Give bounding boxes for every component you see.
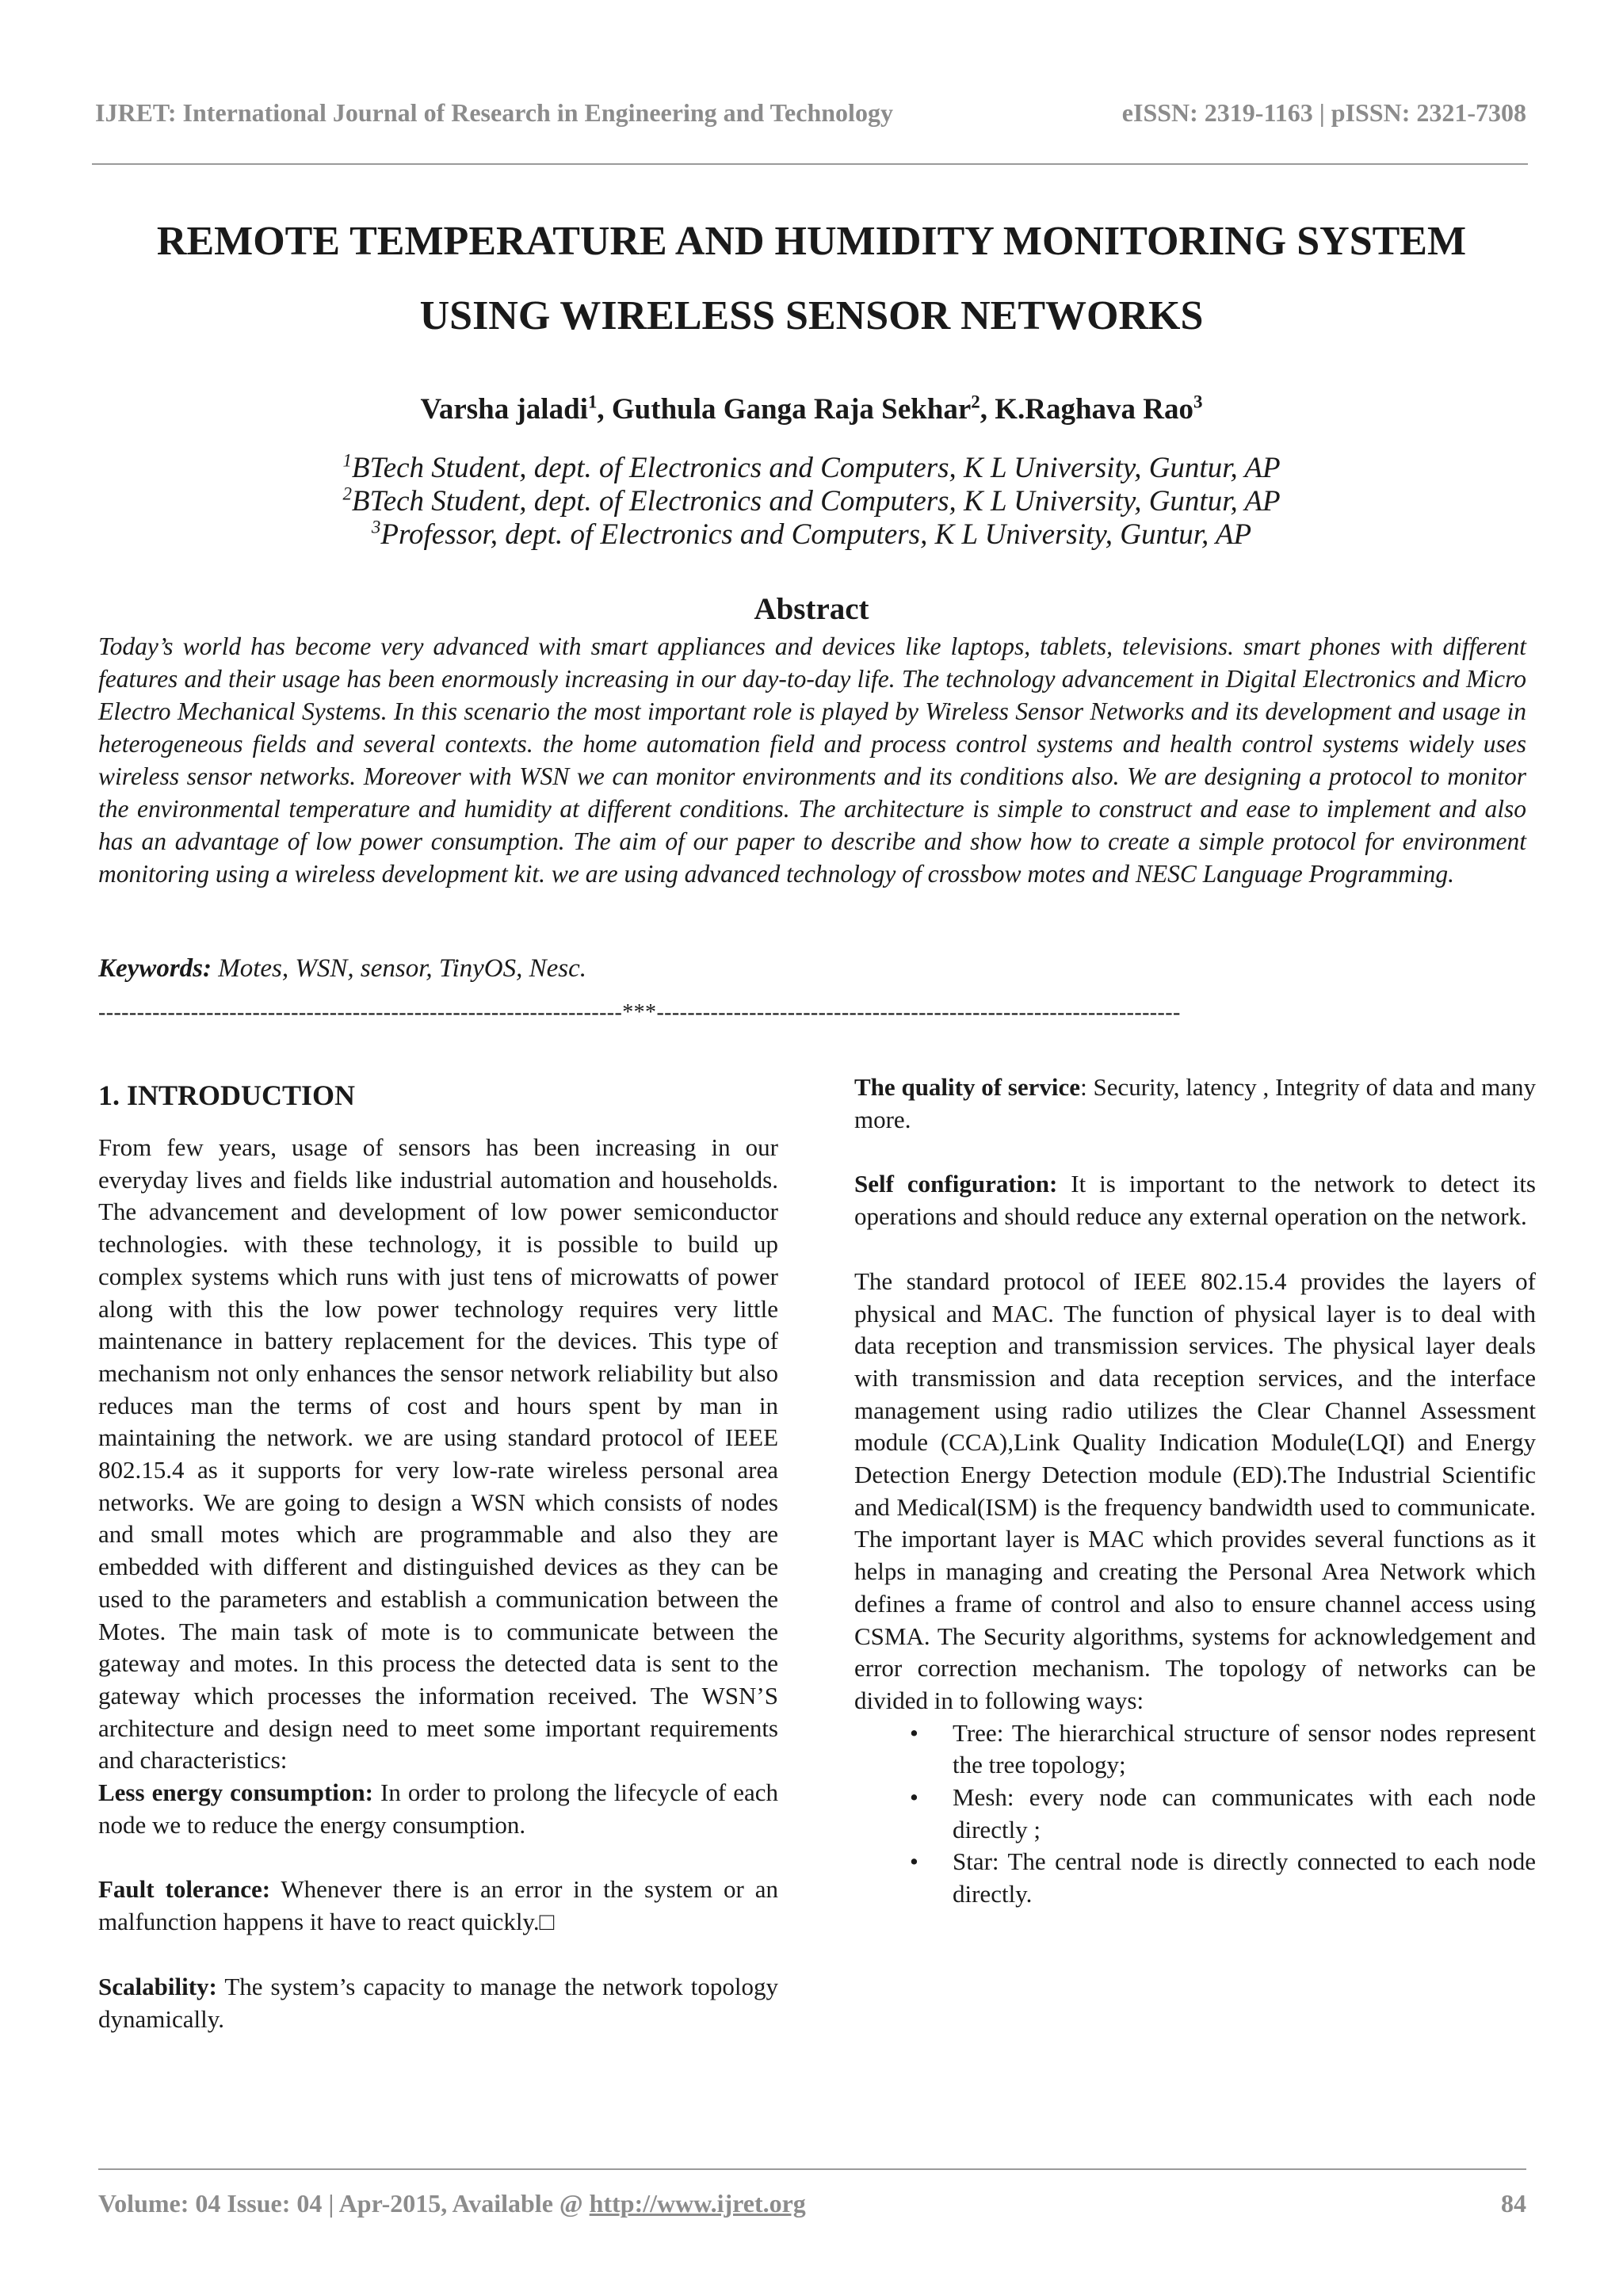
self-configuration-text: It is important to the network to detect its operations and should reduce any external operation on the network. bbox=[854, 1170, 1536, 1231]
volume-info: Volume: 04 Issue: 04 | Apr-2015, Available @ bbox=[98, 2189, 590, 2218]
issn-numbers: eISSN: 2319-1163 | pISSN: 2321-7308 bbox=[1121, 98, 1526, 127]
protocol-paragraph: The standard protocol of IEEE 802.15.4 provides the layers of physical and MAC. The function of physical layer is to deal with data reception and transmission services. The physical layer deals with transmission and data reception services, and the interface management using radio utilizes the Clear Channel Assessment module (CCA),Link Quality Indication Module(LQI) and Energy Detection Energy Detection module (ED).The Industrial Scientific and Medical(ISM) is the frequency bandwidth used to communicate. The important layer is MAC which provides several functions as it helps in managing and creating the Personal Area Network which defines a frame of control and also to ensure channel access using CSMA. The Security algorithms, systems for acknowledgement and error correction mechanism. The topology of networks can be divided in to following ways: bbox=[854, 1266, 1536, 1714]
bullet-icon: • bbox=[910, 1783, 918, 1812]
quality-of-service-paragraph bbox=[854, 1072, 1536, 1136]
title-line-2: USING WIRELESS SENSOR NETWORKS bbox=[419, 293, 1204, 338]
right-column bbox=[854, 1072, 1536, 1911]
requirement-label: Less energy consumption: bbox=[98, 1778, 373, 1807]
requirement-paragraph bbox=[98, 1777, 778, 1841]
abstract-body: Today’s world has become very advanced with smart appliances and devices like laptops, tablets, televisions. smart phones with different features and their usage has been enormously increasing in our day-to-day life. The technology advancement in Digital Electronics and Micro Electro Mechanical Systems. In this scenario the most important role is played by Wireless Sensor Networks and its development and usage in heterogeneous fields and several contexts. the home automation field and process control systems and health control systems widely uses wireless sensor networks. Moreover with WSN we can monitor environments and its conditions also. We are designing a protocol to monitor the environmental temperature and humidity at different conditions. The architecture is simple to construct and ease to implement and also has an advantage of low power consumption. The aim of our paper to describe and show how to create a simple protocol for environment monitoring using a wireless development kit. we are using advanced technology of crossbow motes and NESC Language Programming. bbox=[98, 632, 1526, 888]
quality-of-service-label: The quality of service bbox=[854, 1073, 1081, 1101]
requirement-label: Scalability: bbox=[98, 1972, 217, 2000]
affiliation-superscript: 3 bbox=[371, 517, 381, 537]
affiliation-text: BTech Student, dept. of Electronics and Computers, K L University, Guntur, AP bbox=[351, 485, 1281, 518]
requirement-text: Whenever there is an error in the system or an malfunction happens it have to react quickly.□ bbox=[98, 1875, 778, 1936]
paper-title bbox=[79, 204, 1544, 353]
self-configuration-label: Self configuration: bbox=[854, 1170, 1058, 1198]
list-item-text: Star: The central node is directly connected to each node directly. bbox=[953, 1847, 1536, 1908]
page-number: 84 bbox=[1501, 2189, 1526, 2218]
topology-list bbox=[854, 1717, 1536, 1911]
journal-name: IJRET: International Journal of Research in Engineering and Technology bbox=[95, 98, 893, 127]
header-rule bbox=[92, 163, 1528, 165]
title-line-1: REMOTE TEMPERATURE AND HUMIDITY MONITORING SYSTEM bbox=[156, 219, 1467, 264]
requirement-paragraph bbox=[98, 1971, 778, 2035]
footer-rule bbox=[98, 2168, 1526, 2170]
list-item bbox=[854, 1782, 1536, 1846]
affiliation-superscript: 2 bbox=[342, 483, 352, 504]
author-name: Guthula Ganga Raja Sekhar bbox=[611, 393, 972, 426]
bullet-icon: • bbox=[910, 1847, 918, 1876]
paragraph-gap bbox=[854, 1136, 1536, 1168]
author-superscript: 2 bbox=[971, 392, 980, 412]
author-name: K.Raghava Rao bbox=[995, 393, 1194, 426]
author-separator: , bbox=[980, 393, 995, 426]
section-heading-introduction: 1. INTRODUCTION bbox=[98, 1079, 356, 1111]
requirement-text: In order to prolong the lifecycle of each node we to reduce the energy consumption. bbox=[98, 1778, 779, 1839]
paragraph-gap bbox=[98, 1939, 778, 1971]
keywords-value: Motes, WSN, sensor, TinyOS, Nesc. bbox=[212, 954, 586, 983]
self-configuration-paragraph bbox=[854, 1168, 1536, 1232]
bullet-icon: • bbox=[910, 1718, 918, 1747]
list-item bbox=[854, 1846, 1536, 1910]
running-footer bbox=[98, 2189, 1526, 2218]
running-header bbox=[95, 98, 1526, 130]
list-item-text: Mesh: every node can communicates with each node directly ; bbox=[953, 1783, 1536, 1843]
affiliation-line bbox=[79, 518, 1544, 552]
author-superscript: 3 bbox=[1193, 392, 1203, 412]
section-separator: --------------------------------------------------------------------***-------------------------------------------------------------------- bbox=[98, 1000, 1181, 1025]
requirement-paragraph bbox=[98, 1874, 778, 1938]
introduction-paragraph: From few years, usage of sensors has been increasing in our everyday lives and fields like industrial automation and households. The advancement and development of low power semiconductor technologies. with these technology, it is possible to build up complex systems which runs with just tens of microwatts of power along with this the low power technology requires very little maintenance in battery replacement for the devices. This type of mechanism not only enhances the sensor network reliability but also reduces man the terms of cost and hours spent by man in maintaining the network. we are using standard protocol of IEEE 802.15.4 as it supports for very low-rate wireless personal area networks. We are going to design a WSN which consists of nodes and small motes which are programmable and also they are embedded with different and distinguished devices as they can be used to the parameters and establish a communication between the Motes. The main task of mote is to communicate between the gateway and motes. In this process the detected data is sent to the gateway which processes the information received. The WSN’S architecture and design need to meet some important requirements and characteristics: bbox=[98, 1133, 778, 1775]
abstract-heading: Abstract bbox=[754, 592, 869, 626]
affiliation-text: Professor, dept. of Electronics and Computers, K L University, Guntur, AP bbox=[380, 518, 1252, 551]
paragraph-gap bbox=[854, 1233, 1536, 1266]
affiliation-text: BTech Student, dept. of Electronics and Computers, K L University, Guntur, AP bbox=[351, 452, 1281, 484]
author-list bbox=[79, 390, 1544, 430]
requirement-label: Fault tolerance: bbox=[98, 1875, 271, 1904]
keywords-label: Keywords: bbox=[98, 954, 212, 983]
left-column bbox=[98, 1072, 778, 2035]
list-item bbox=[854, 1717, 1536, 1782]
keywords bbox=[98, 953, 1526, 984]
affiliation-list bbox=[79, 452, 1544, 552]
list-item-text: Tree: The hierarchical structure of sensor nodes represent the tree topology; bbox=[953, 1718, 1536, 1779]
author-separator: , bbox=[597, 393, 612, 426]
author-superscript: 1 bbox=[587, 392, 598, 412]
affiliation-line bbox=[79, 485, 1544, 518]
affiliation-line bbox=[79, 452, 1544, 485]
paragraph-gap bbox=[98, 1841, 778, 1874]
journal-link[interactable]: http://www.ijret.org bbox=[589, 2189, 806, 2218]
affiliation-superscript: 1 bbox=[342, 450, 352, 471]
author-name: Varsha jaladi bbox=[420, 393, 588, 426]
requirement-text: The system’s capacity to manage the network topology dynamically. bbox=[98, 1972, 778, 2033]
quality-of-service-text: : Security, latency , Integrity of data and many more. bbox=[854, 1073, 1536, 1133]
